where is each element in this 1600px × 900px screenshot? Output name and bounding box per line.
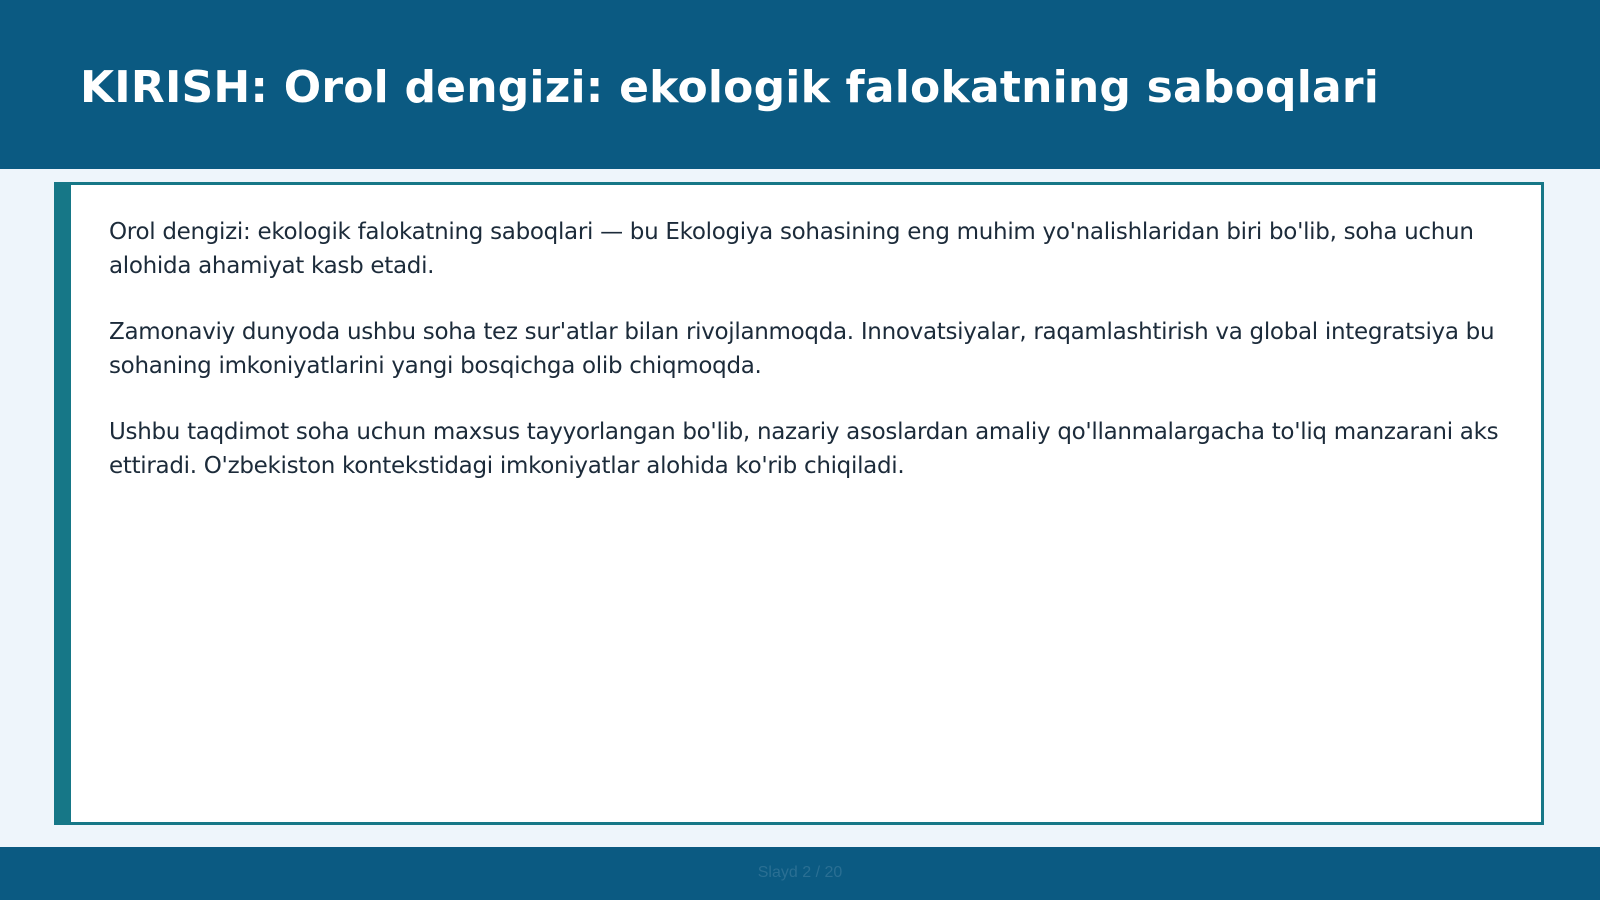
slide-footer: [0, 847, 1600, 900]
slide-title: KIRISH: Orol dengizi: ekologik falokatning saboqlari: [80, 62, 1380, 113]
slide-header: [0, 0, 1600, 169]
content-box: [54, 182, 1544, 825]
content-text: [109, 215, 1509, 515]
presentation-paragraph: Ushbu taqdimot soha uchun maxsus tayyorlangan bo'lib, nazariy asoslardan amaliy qo'llanmalargacha to'liq manzarani aks ettiradi. O'zbekiston kontekstidagi imkoniyatlar alohida ko'rib chiqiladi.: [109, 419, 1499, 479]
slide-number: Slayd 2 / 20: [757, 864, 843, 881]
development-paragraph: Zamonaviy dunyoda ushbu soha tez sur'atlar bilan rivojlanmoqda. Innovatsiyalar, raqamlashtirish va global integratsiya bu sohaning imkoniyatlarini yangi bosqichga olib chiqmoqda.: [109, 319, 1495, 379]
intro-paragraph: Orol dengizi: ekologik falokatning saboqlari — bu Ekologiya sohasining eng muhim yo'nalishlaridan biri bo'lib, soha uchun alohida ahamiyat kasb etadi.: [109, 219, 1474, 279]
